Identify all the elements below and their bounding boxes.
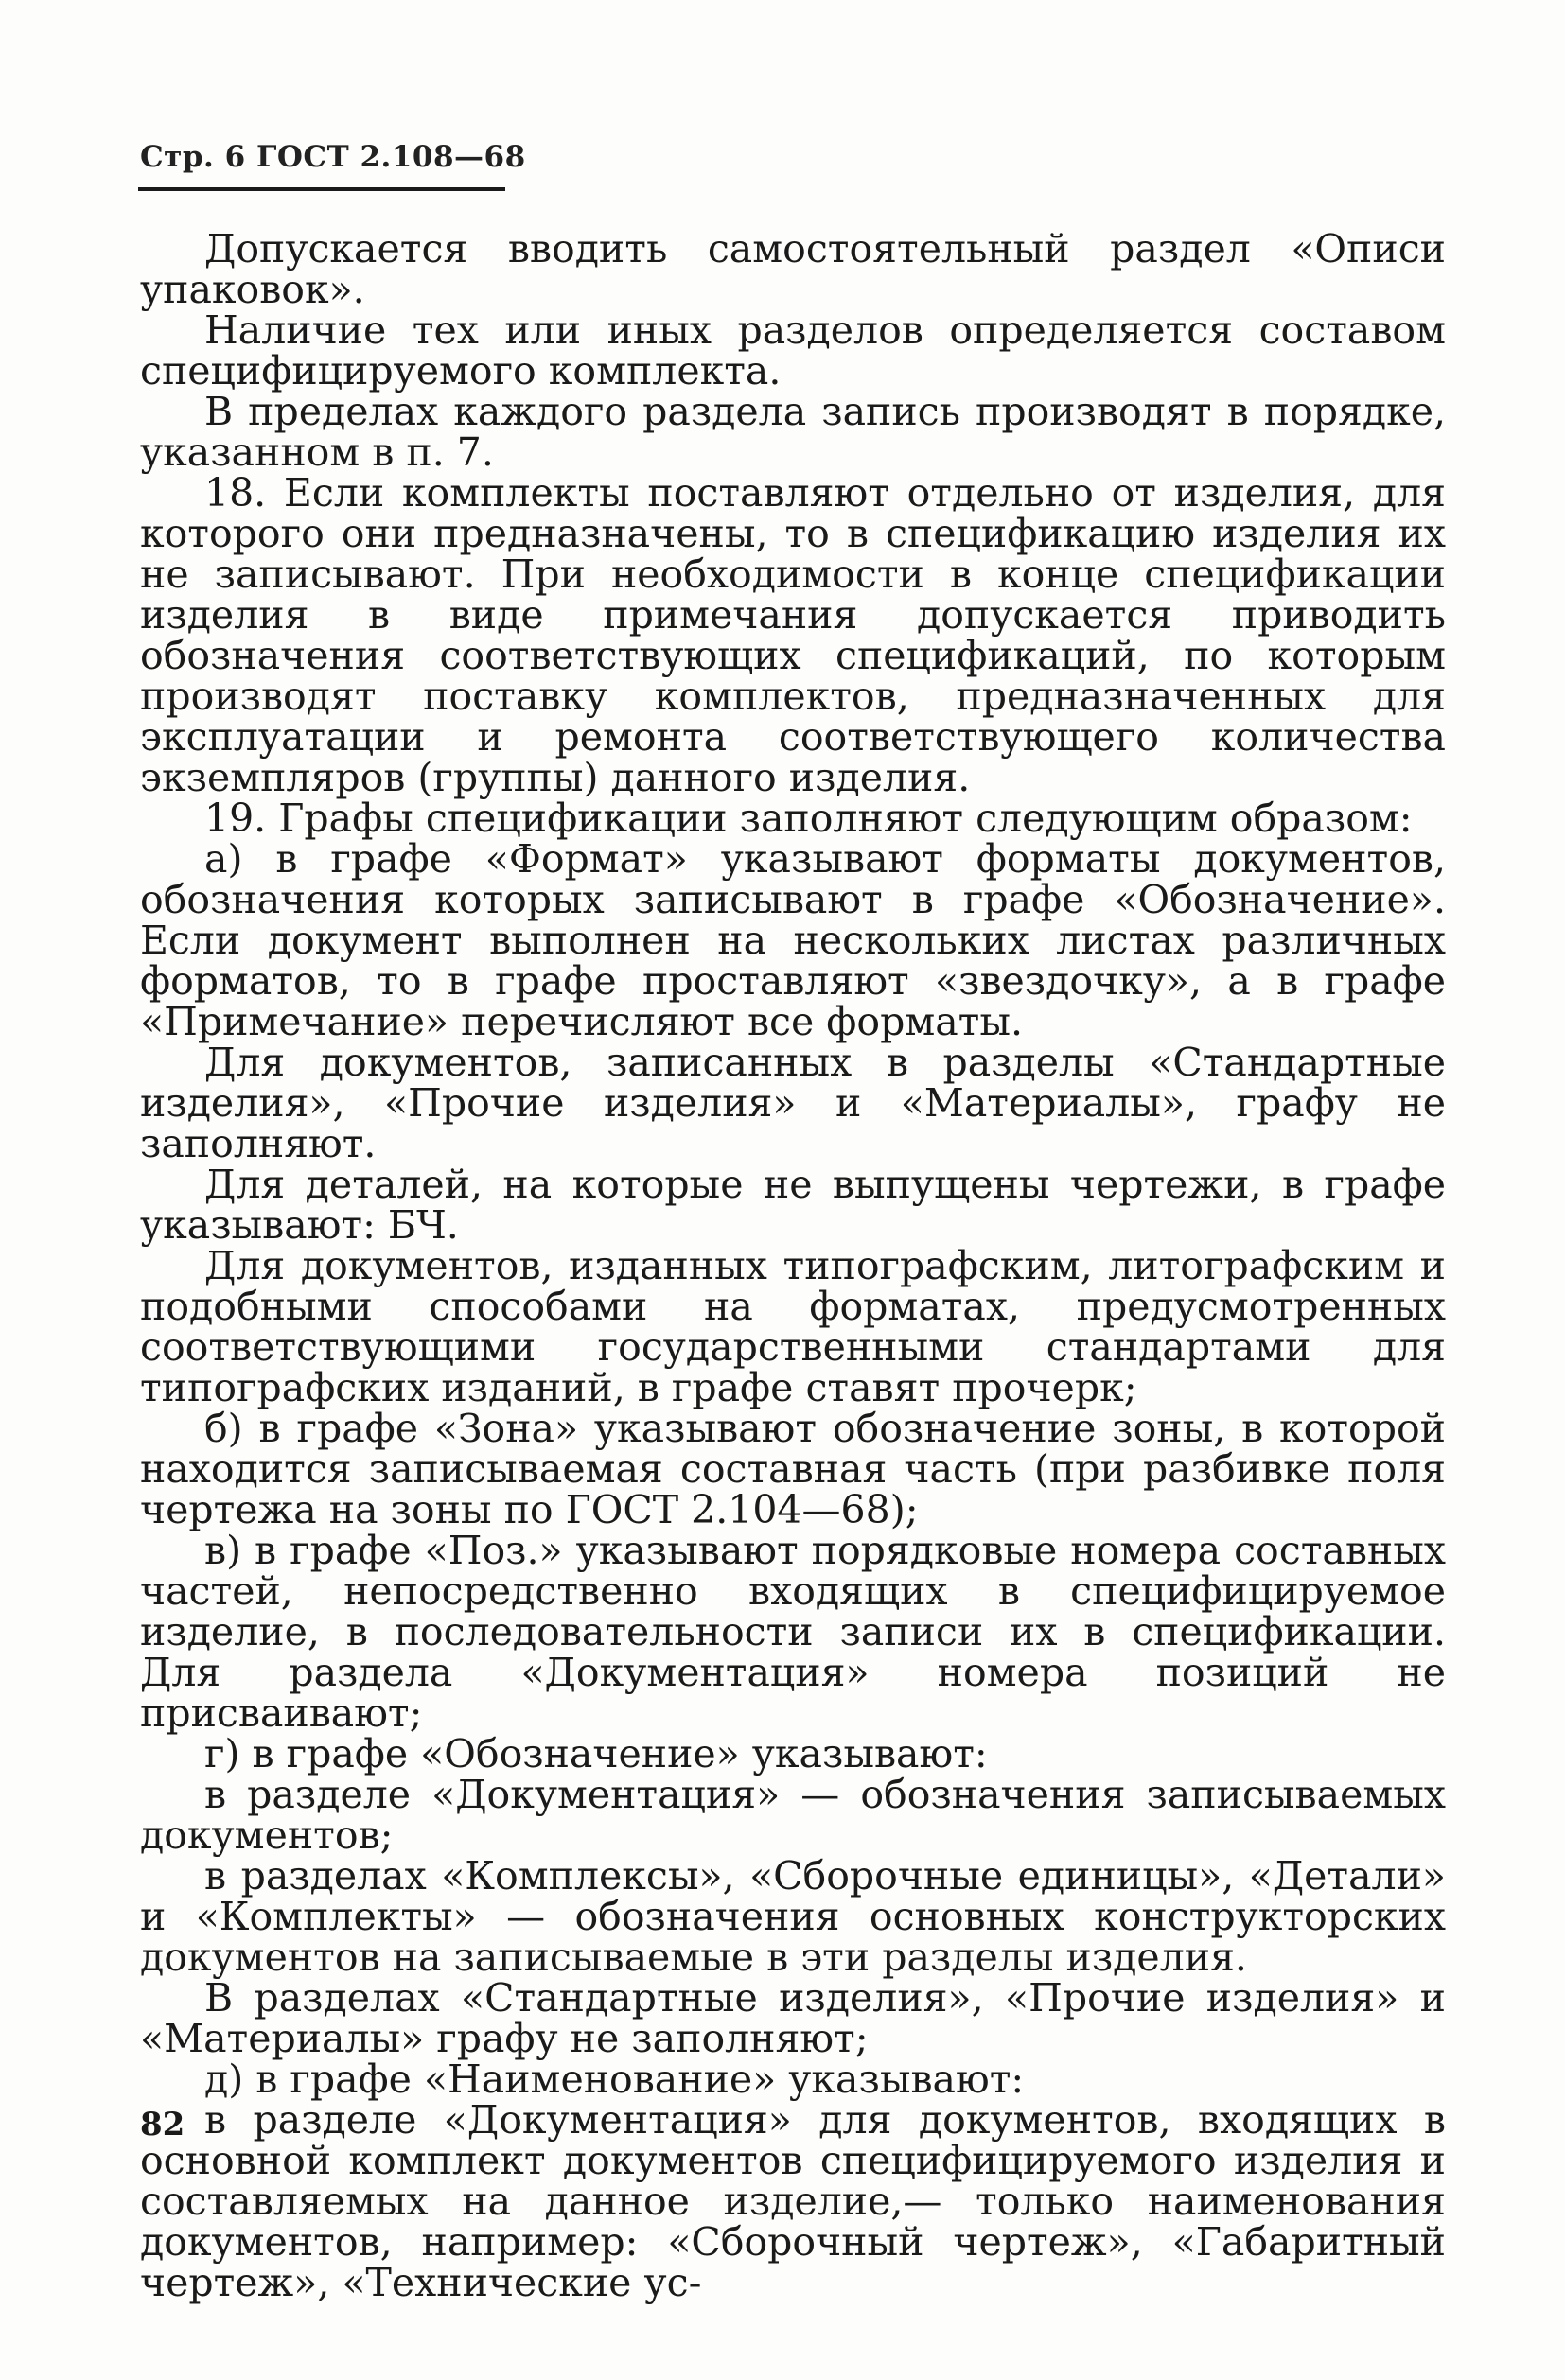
paragraph: Для документов, изданных типографским, литографским и подобными способами на форматах, предусмотренных соответствующими государственными стандартами для типографских изданий, в графе ставят прочерк; <box>140 1243 1446 1410</box>
paragraph: В пределах каждого раздела запись производят в порядке, указанном в п. 7. <box>140 389 1446 475</box>
paragraph: Для документов, записанных в разделы «Стандартные изделия», «Прочие изделия» и «Материалы», графу не заполняют. <box>140 1040 1446 1166</box>
paragraph-item-d: д) в графе «Наименование» указывают: <box>204 2056 1025 2102</box>
paragraph-item-19: 19. Графы спецификации заполняют следующим образом: <box>204 796 1413 841</box>
running-header: Стр. 6 ГОСТ 2.108—68 <box>140 140 526 174</box>
paragraph: Наличие тех или иных разделов определяется составом специфицируемого комплекта. <box>140 307 1446 394</box>
paragraph-item-v: в) в графе «Поз.» указывают порядковые номера составных частей, непосредственно входящих в специфицируемое изделие, в последовательности записи их в спецификации. Для раздела «Документация» номера позиций не присваивают; <box>140 1528 1446 1736</box>
paragraph-item-b: б) в графе «Зона» указывают обозначение зоны, в которой находится записываемая составная часть (при разбивке поля чертежа на зоны по ГОСТ 2.104—68); <box>140 1406 1446 1532</box>
paragraph: В разделах «Стандартные изделия», «Прочие изделия» и «Материалы» графу не заполняют; <box>140 1975 1446 2061</box>
paragraph: в разделе «Документация» для документов, входящих в основной комплект документов специфицируемого изделия и составляемых на данное изделие,— только наименования документов, например: «Сборочный чертеж», «Габаритный чертеж», «Технические ус- <box>140 2097 1446 2305</box>
body-text <box>140 226 1446 2305</box>
paragraph-item-g: г) в графе «Обозначение» указывают: <box>204 1731 988 1776</box>
paragraph: Допускается вводить самостоятельный раздел «Описи упаковок». <box>140 226 1446 312</box>
paragraph: в разделах «Комплексы», «Сборочные единицы», «Детали» и «Комплекты» — обозначения основных конструкторских документов на записываемые в эти разделы изделия. <box>140 1853 1446 1980</box>
page-number: 82 <box>140 2106 185 2144</box>
paragraph: в разделе «Документация» — обозначения записываемых документов; <box>140 1772 1446 1858</box>
paragraph: Для деталей, на которые не выпущены чертежи, в графе указывают: БЧ. <box>140 1162 1446 1248</box>
paragraph-item-18: 18. Если комплекты поставляют отдельно от изделия, для которого они предназначены, то в спецификацию изделия их не записывают. При необходимости в конце спецификации изделия в виде примечания допускается приводить обозначения соответствующих спецификаций, по которым производят поставку комплектов, предназначенных для эксплуатации и ремонта соответствующего количества экземпляров (группы) данного изделия. <box>140 470 1446 800</box>
header-rule <box>138 187 505 191</box>
paragraph-item-a: а) в графе «Формат» указывают форматы документов, обозначения которых записывают в графе «Обозначение». Если документ выполнен на нескольких листах различных форматов, то в графе проставляют «звездочку», а в графе «Примечание» перечисляют все форматы. <box>140 836 1446 1044</box>
